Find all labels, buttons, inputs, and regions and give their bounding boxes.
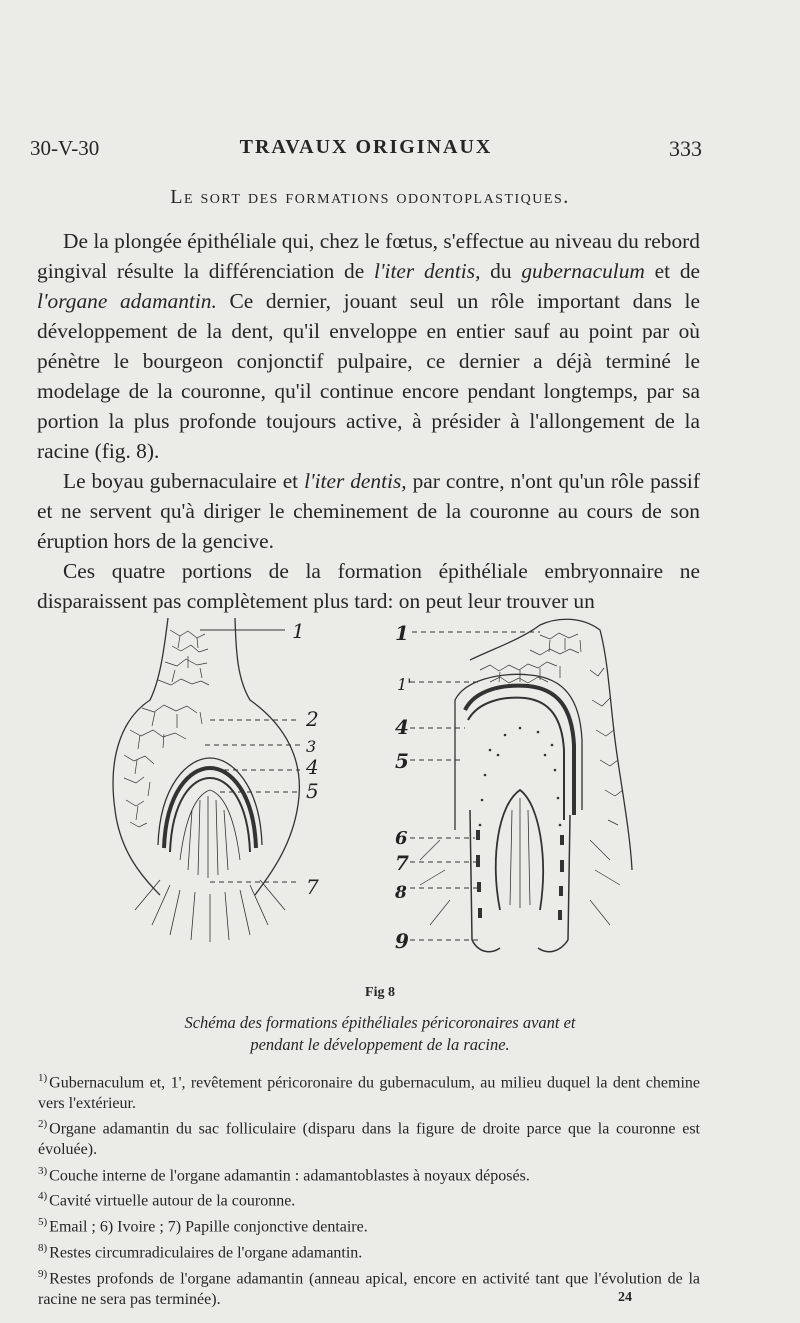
right-leader-lines	[410, 632, 540, 940]
footnote-number: 4)	[38, 1190, 48, 1203]
right-cell-network	[480, 633, 623, 825]
body-paragraph	[37, 226, 700, 466]
header-page-number: 333	[669, 136, 702, 161]
italic-term: gubernaculum	[521, 259, 645, 283]
footnote-number: 1)	[38, 1072, 48, 1084]
running-header	[30, 130, 702, 164]
left-label-2: 2	[306, 707, 319, 731]
right-diagram-labels	[394, 621, 412, 953]
text-run: Ces quatre portions de la formation épithéliale embryonnaire ne disparaissent pas complètement plus tard: on peut leur trouver un	[37, 559, 700, 613]
left-label-1: 1	[292, 619, 305, 643]
left-diagram	[113, 618, 300, 942]
right-papilla-fibres	[510, 798, 530, 908]
figure-label: Fig 8	[365, 985, 395, 1000]
italic-term: l'organe adamantin.	[37, 289, 217, 313]
footnote-number: 3)	[38, 1164, 48, 1177]
footnotes	[38, 1068, 700, 1310]
footnote-text: Email ; 6) Ivoire ; 7) Papille conjonctive dentaire.	[49, 1218, 368, 1236]
right-root-wall-left	[470, 810, 472, 940]
figure-drawing	[60, 610, 740, 990]
footnote-text: Gubernaculum et, 1', revêtement péricoronaire du gubernaculum, au milieu duquel la dent chemine vers l'extérieur.	[38, 1074, 700, 1112]
right-label-4: 4	[395, 715, 409, 739]
signature-mark: 24	[618, 1290, 632, 1305]
right-label-9: 9	[395, 929, 409, 953]
body-text	[37, 226, 700, 616]
footnote	[38, 1114, 700, 1160]
text-run: Ce dernier, jouant seul un rôle important dans le développement de la dent, qu'il enveloppe en entier sauf au point par où pénètre le bourgeon conjonctif pulpaire, ce dernier a déjà terminé le modelage de la couronne, qu'il continue encore pendant longtemps, par sa portion la plus profonde toujours active, à présider à l'allongement de la racine (fig. 8).	[37, 289, 700, 463]
footnote-text: Restes circumradiculaires de l'organe adamantin.	[49, 1244, 363, 1262]
right-root-wall-right	[568, 815, 570, 940]
footnote	[38, 1264, 700, 1310]
right-label-5: 5	[395, 749, 409, 773]
figure-8	[60, 610, 740, 990]
footnote	[38, 1161, 700, 1187]
footnote-text: Cavité virtuelle autour de la couronne.	[49, 1192, 296, 1210]
left-papilla	[135, 790, 285, 942]
italic-term: l'iter dentis,	[304, 469, 407, 493]
left-label-3: 3	[306, 737, 317, 756]
right-label-7: 7	[395, 851, 409, 875]
left-label-5: 5	[306, 779, 319, 803]
body-paragraph	[37, 556, 700, 616]
left-dentine-layer	[170, 778, 250, 852]
right-apical-ring	[472, 940, 568, 952]
right-papilla-outline	[496, 790, 543, 910]
text-run: par contre, n'ont qu'un rôle passif et ne servent qu'à diriger le cheminement de la couronne au cours de son éruption hors de la gencive.	[37, 469, 700, 553]
footnote	[38, 1238, 700, 1264]
body-paragraph	[37, 466, 700, 556]
footnote-text: Restes profonds de l'organe adamantin (anneau apical, encore en activité tant que l'évolution de la racine ne sera pas terminée).	[38, 1270, 700, 1308]
footnote	[38, 1068, 700, 1114]
left-sac-outline-left	[113, 618, 168, 895]
right-label-6: 6	[395, 828, 408, 849]
caption-line-1: Schéma des formations épithéliales péricoronaires avant et	[184, 1013, 576, 1032]
footnote	[38, 1186, 700, 1212]
left-label-7: 7	[306, 875, 319, 899]
right-dentine-layer	[468, 698, 564, 820]
left-label-4: 4	[306, 755, 319, 779]
figure-caption	[60, 1012, 700, 1056]
footnote-text: Organe adamantin du sac folliculaire (disparu dans la figure de droite parce que la couronne est évoluée).	[38, 1120, 700, 1159]
footnote-text: Couche interne de l'organe adamantin : adamantoblastes à noyaux déposés.	[49, 1166, 530, 1184]
footnote	[38, 1212, 700, 1238]
right-label-1-prime: 1'	[397, 675, 412, 694]
text-run: du	[480, 259, 522, 283]
left-diagram-labels	[292, 619, 319, 899]
footnote-number: 5)	[38, 1216, 48, 1229]
header-journal-section: TRAVAUX ORIGINAUX	[239, 136, 493, 158]
right-label-1: 1	[395, 621, 409, 645]
section-title: Le sort des formations odontoplastiques.	[170, 186, 570, 208]
italic-term: l'iter dentis,	[374, 259, 481, 283]
right-enamel-layer	[465, 686, 574, 815]
header-date: 30-V-30	[30, 136, 100, 160]
right-label-8: 8	[395, 883, 407, 903]
footnote-number: 2)	[38, 1118, 48, 1131]
text-run: De la plongée épithéliale qui, chez le fœtus, s'effectue au niveau du rebord gingival résulte la différenciation de	[37, 229, 700, 283]
left-sac-outline-right	[235, 618, 299, 895]
caption-line-2: pendant le développement de la racine.	[250, 1035, 510, 1054]
right-diagram	[410, 619, 632, 951]
footnote-number: 8)	[38, 1242, 48, 1255]
text-run: et de	[644, 259, 701, 283]
text-run: Le boyau gubernaculaire et	[63, 469, 305, 493]
footnote-number: 9)	[38, 1267, 48, 1280]
